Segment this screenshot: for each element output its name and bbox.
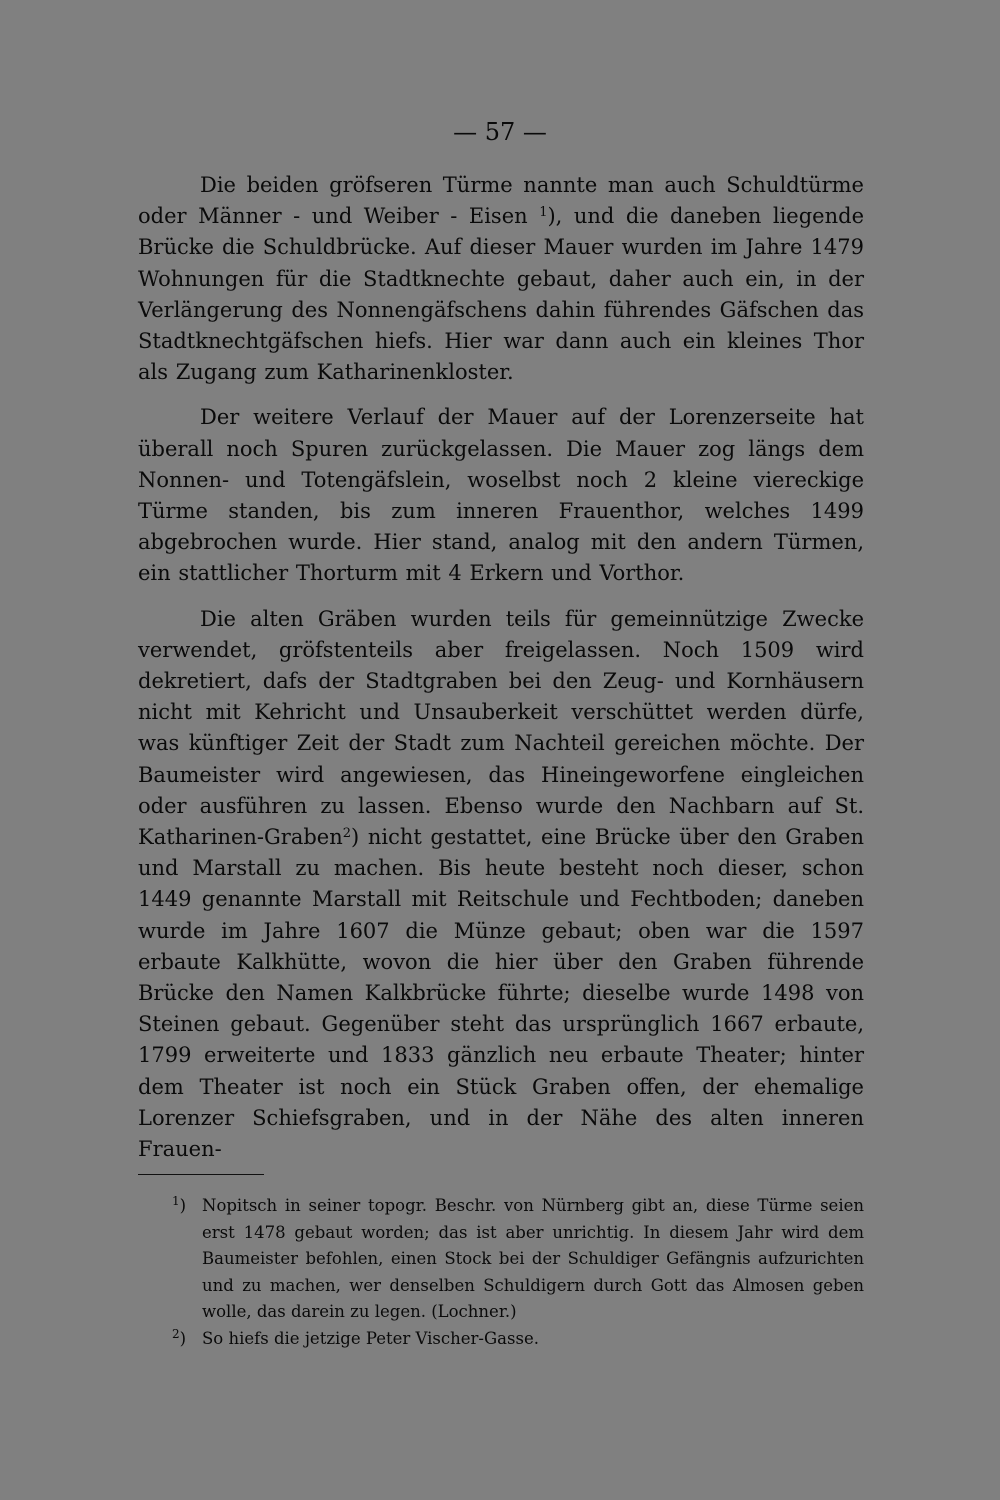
paragraph-2-text: Der weitere Verlauf der Mauer auf der Lorenzerseite hat überall noch Spuren zurückgelassen. Die Mauer zog längs dem Nonnen- und Totengäfslein, woselbst noch 2 kleine viereckige Türme standen, bis zum inneren Frauenthor, welches 1499 abgebrochen wurde. Hier stand, analog mit den andern Türmen, ein stattlicher Thorturm mit 4 Erkern und Vorthor. xyxy=(138,405,864,586)
footnote-separator xyxy=(138,1174,264,1175)
paragraph-3-text-a: Die alten Gräben wurden teils für gemeinnützige Zwecke verwendet, gröfstenteils aber freigelassen. Noch 1509 wird dekretiert, dafs der Stadtgraben bei den Zeug- und Kornhäusern nicht mit Kehricht und Unsauberkeit verschüttet werden dürfe, was künftiger Zeit der Stadt zum Nachteil gereichen möchte. Der Baumeister wird angewiesen, das Hineingeworfene eingleichen oder ausführen zu lassen. Ebenso wurde den Nachbarn auf St. Katharinen-Graben xyxy=(138,606,864,850)
footnote-ref-2: 2 xyxy=(342,826,352,842)
footnote-2-number: 2 xyxy=(172,1326,180,1341)
footnote-1-paren: ) xyxy=(179,1196,187,1215)
paragraph-3-text-b: ) nicht gestattet, eine Brücke über den Graben und Marstall zu machen. Bis heute besteht noch dieser, schon 1449 genannte Marstall mit Reitschule und Fechtboden; daneben wurde im Jahre 1607 die Münze gebaut; oben war die 1597 erbaute Kalkhütte, wovon die hier über den Graben führende Brücke den Namen Kalkbrücke führte; dieselbe wurde 1498 von Steinen gebaut. Gegenüber steht das ursprünglich 1667 erbaute, 1799 erweiterte und 1833 gänzlich neu erbaute Theater; hinter dem Theater ist noch ein Stück Graben offen, der ehemalige Lorenzer Schiefsgraben, und in der Nähe des alten inneren Frauen- xyxy=(138,825,864,1162)
paragraph-1-text-b: ), und die daneben liegende Brücke die Schuldbrücke. Auf dieser Mauer wurden im Jahre 1479 Wohnungen für die Stadtknechte gebaut, daher auch ein, in der Verlängerung des Nonnengäfschens dahin führendes Gäfschen das Stadtknechtgäfschen hiefs. Hier war dann auch ein kleines Thor als Zugang zum Katharinenkloster. xyxy=(138,204,864,385)
footnote-1-mark xyxy=(172,1193,186,1220)
paragraph-3 xyxy=(138,604,864,1166)
footnote-1-number: 1 xyxy=(172,1194,180,1208)
footnote-1-text: Nopitsch in seiner topogr. Beschr. von Nürnberg gibt an, diese Türme seien erst 1478 gebaut worden; das ist aber unrichtig. In diesem Jahr wird dem Baumeister befohlen, einen Stock bei der Schuldiger Gefängnis aufzurichten und zu machen, wer denselben Schuldigern durch Gott das Almosen geben wolle, das darein zu legen. (Lochner.) xyxy=(202,1196,864,1321)
page-number: — 57 — xyxy=(453,118,547,146)
footnote-2 xyxy=(170,1326,864,1353)
paragraph-1 xyxy=(138,170,864,388)
paragraph-2 xyxy=(138,402,864,589)
footnote-1 xyxy=(170,1193,864,1326)
footnote-ref-1: 1 xyxy=(539,205,548,221)
body-text xyxy=(138,170,864,1179)
footnotes xyxy=(170,1193,864,1352)
footnote-2-mark xyxy=(172,1326,186,1353)
footnote-2-text: So hiefs die jetzige Peter Vischer-Gasse. xyxy=(202,1328,539,1348)
footnote-2-paren: ) xyxy=(179,1328,187,1348)
paragraph-1-text-a: Die beiden gröfseren Türme nannte man auch Schuldtürme oder Männer - und Weiber - Eisen xyxy=(138,173,864,229)
